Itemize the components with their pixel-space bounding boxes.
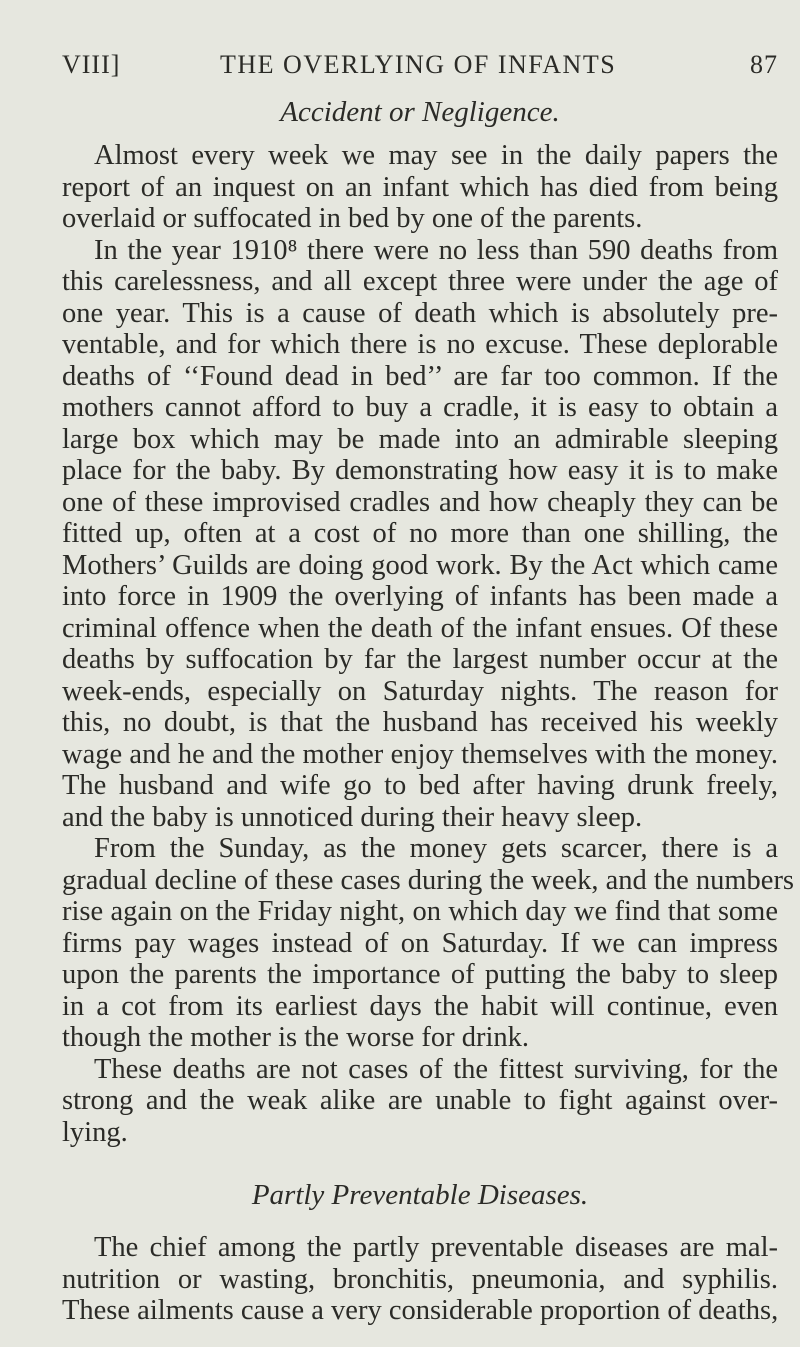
text-line: upon the parents the importance of putting the baby to sleep	[62, 959, 778, 990]
section-body-partly-preventable	[62, 1232, 778, 1327]
page-number: 87	[750, 50, 778, 79]
text-line: report of an inquest on an infant which has died from being	[62, 171, 778, 203]
text-line: into force in 1909 the overlying of infants has been made a	[62, 581, 778, 612]
text-line: The chief among the partly preventable diseases are mal-	[94, 1232, 778, 1263]
text-line: in a cot from its earliest days the habit will continue, even	[62, 990, 778, 1022]
text-line: deaths of ‘‘Found dead in bed’’ are far too common. If the	[62, 360, 778, 392]
text-line: gradual decline of these cases during the week, and the numbers	[62, 864, 795, 896]
text-line: lying.	[62, 1116, 128, 1148]
text-line: strong and the weak alike are unable to fight against over-	[62, 1085, 778, 1116]
text-line: this carelessness, and all except three were under the age of	[62, 266, 778, 297]
text-line: nutrition or wasting, bronchitis, pneumonia, and syphilis.	[62, 1263, 778, 1295]
text-line: fitted up, often at a cost of no more than one shilling, the	[62, 518, 778, 549]
text-line: deaths by suffocation by far the largest number occur at the	[62, 644, 778, 675]
section-heading-accident: Accident or Negligence.	[280, 96, 560, 128]
text-line: one of these improvised cradles and how cheaply they can be	[62, 486, 778, 518]
text-line: These deaths are not cases of the fittest surviving, for the	[94, 1053, 778, 1085]
text-line: The husband and wife go to bed after having drunk freely,	[62, 770, 778, 801]
running-title: THE OVERLYING OF INFANTS	[220, 50, 617, 79]
text-line: week-ends, especially on Saturday nights. The reason for	[62, 675, 778, 707]
section-body-accident	[62, 140, 795, 1148]
section-heading-partly-preventable: Partly Preventable Diseases.	[251, 1179, 589, 1211]
text-line: From the Sunday, as the money gets scarcer, there is a	[94, 833, 778, 864]
chapter-marker: VIII]	[62, 50, 121, 79]
text-line: criminal offence when the death of the infant ensues. Of these	[62, 612, 778, 644]
text-line: though the mother is the worse for drink.	[62, 1022, 529, 1053]
text-line: rise again on the Friday night, on which day we find that some	[62, 896, 778, 927]
text-line: this, no doubt, is that the husband has received his weekly	[62, 707, 778, 738]
text-line: wage and he and the mother enjoy themselves with the money.	[62, 738, 778, 770]
text-line: one year. This is a cause of death which is absolutely pre-	[62, 297, 778, 329]
text-line: large box which may be made into an admirable sleeping	[62, 423, 778, 455]
text-line: Mothers’ Guilds are doing good work. By the Act which came	[62, 549, 778, 581]
text-line: In the year 1910⁸ there were no less than 590 deaths from	[94, 234, 778, 266]
text-line: ventable, and for which there is no excuse. These deplorable	[62, 329, 778, 360]
text-line: mothers cannot afford to buy a cradle, it is easy to obtain a	[62, 392, 778, 423]
text-line: Almost every week we may see in the daily papers the	[94, 140, 778, 171]
text-line: overlaid or suffocated in bed by one of the parents.	[62, 203, 643, 234]
text-line: firms pay wages instead of on Saturday. If we can impress	[62, 927, 778, 959]
running-head	[62, 50, 778, 90]
text-line: and the baby is unnoticed during their heavy sleep.	[62, 801, 643, 833]
text-line: place for the baby. By demonstrating how easy it is to make	[62, 455, 778, 486]
text-line: These ailments cause a very considerable proportion of deaths,	[62, 1295, 779, 1326]
